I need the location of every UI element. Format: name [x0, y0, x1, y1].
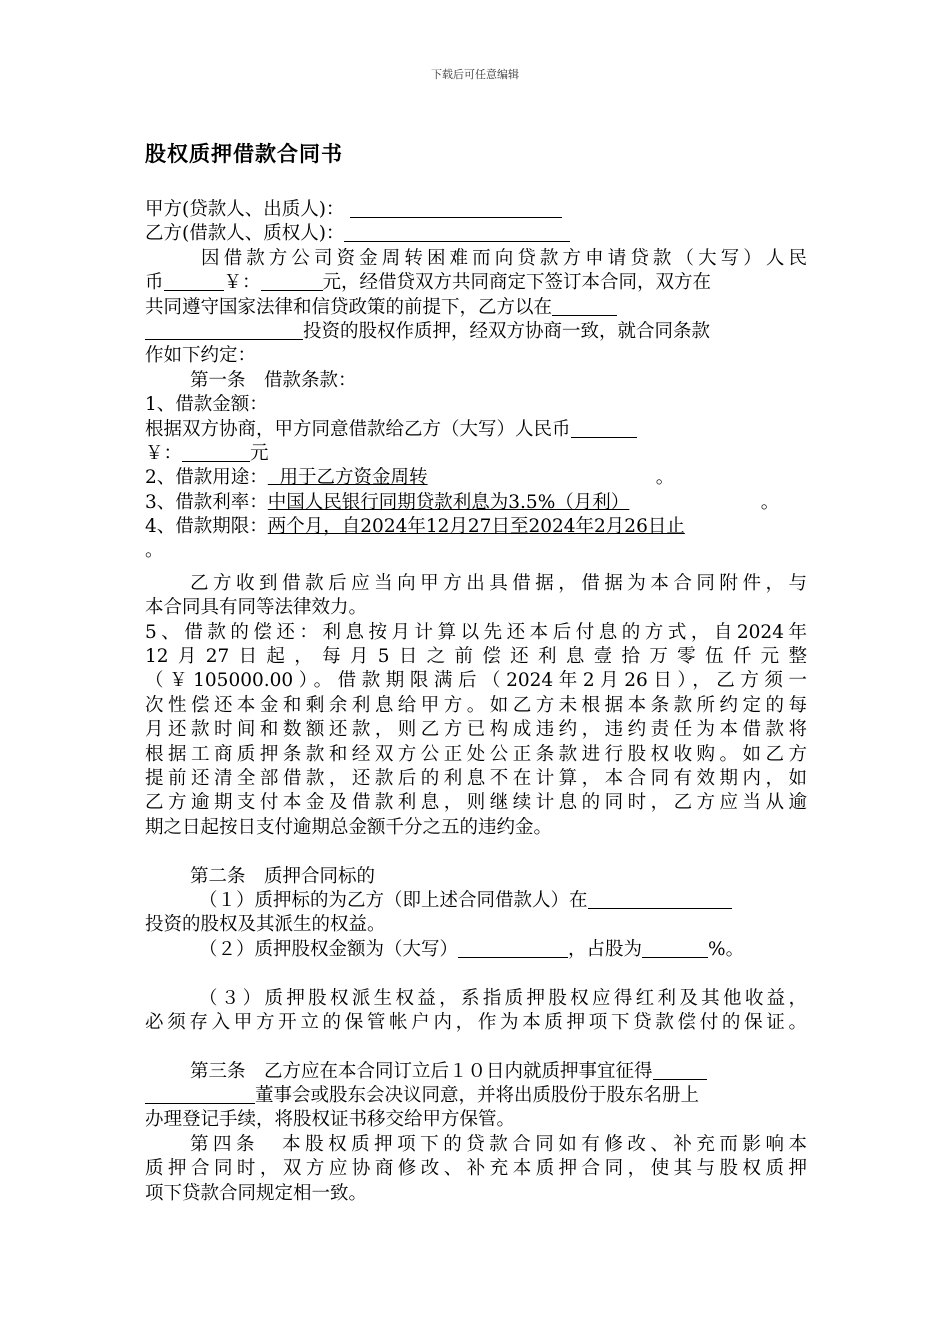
article-3-line-1	[145, 1060, 807, 1084]
header-note: 下载后可任意编辑	[431, 68, 519, 81]
text: 用于乙方资金周转	[279, 467, 428, 489]
repay-line-9: 期之日起按日支付逾期总金额千分之五的违约金。	[145, 816, 553, 838]
repay-line-7: 提前还清全部借款，还款后的利息不在计算，本合同有效期内，如	[145, 767, 807, 789]
blank	[145, 1084, 255, 1104]
text: 共同遵守国家法律和信贷政策的前提下，乙方以在	[145, 296, 553, 318]
blank	[653, 1060, 707, 1080]
intro-line-1: 因借款方公司资金周转困难而向贷款方申请贷款（大写）人民	[201, 247, 807, 269]
art2-item-2	[145, 938, 807, 962]
text: ，占股为	[568, 938, 643, 960]
article-1-heading: 第一条 借款条款：	[190, 369, 357, 391]
text: （２）质押股权金额为（大写）	[199, 938, 459, 960]
art2-item-1-line-1	[145, 889, 807, 913]
repay-line-6: 根据工商质押条款和经双方公正处公正条款进行股权收购。如乙方	[145, 743, 807, 765]
text: 元，经借贷双方共同商定下签订本合同，双方在	[322, 272, 712, 294]
intro-line-5: 作如下约定：	[145, 345, 257, 367]
party-a-line	[145, 198, 807, 222]
document-body	[145, 198, 807, 1206]
party-a-blank	[350, 198, 562, 218]
text: 根据双方协商，甲方同意借款给乙方（大写）人民币	[145, 418, 571, 440]
purpose-line	[145, 466, 807, 490]
party-b-label: 乙方(借款人、质权人)：	[145, 223, 345, 245]
blank	[458, 938, 568, 958]
repay-line-3: （￥105000.00）。借款期限满后（2024年2月26日），乙方须一	[145, 670, 807, 692]
blank	[571, 418, 637, 438]
party-b-blank	[344, 222, 570, 242]
document-title: 股权质押借款合同书	[145, 142, 343, 166]
loan-amount-label: 1、借款金额：	[145, 394, 268, 416]
spacer	[145, 840, 807, 864]
article-3-line-2	[145, 1084, 807, 1108]
blank	[588, 889, 732, 909]
term-line	[145, 515, 807, 539]
text: ￥：	[223, 272, 261, 294]
text: ￥：	[145, 442, 183, 464]
receipt-line-1: 乙方收到借款后应当向甲方出具借据，借据为本合同附件，与	[190, 572, 807, 594]
repay-line-2: 12月27日起，每月5日之前偿还利息壹拾万零伍仟元整	[145, 646, 807, 668]
text: 币	[145, 272, 164, 294]
article-4-line-3: 项下贷款合同规定相一致。	[145, 1182, 368, 1204]
blank	[145, 320, 303, 340]
text: 4、借款期限：	[145, 516, 268, 538]
text: 。	[760, 491, 780, 513]
spacer	[145, 962, 807, 986]
blank	[261, 271, 323, 291]
loan-amount-line	[145, 418, 807, 442]
text: 。	[655, 467, 675, 489]
rate-value	[268, 491, 761, 515]
spacer	[145, 1035, 807, 1059]
purpose-value	[268, 466, 656, 490]
intro-line-4	[145, 320, 807, 344]
blank	[552, 296, 617, 316]
article-3-line-3: 办理登记手续，将股权证书移交给甲方保管。	[145, 1109, 516, 1131]
repay-line-4: 次性偿还本金和剩余利息给甲方。如乙方未根据本条款所约定的每	[145, 694, 807, 716]
text: 投资的股权作质押，经双方协商一致，就合同条款	[303, 320, 711, 342]
party-b-line	[145, 222, 807, 246]
art2-item-3-line-2: 必须存入甲方开立的保管帐户内，作为本质押项下贷款偿付的保证。	[145, 1011, 807, 1033]
text: 元	[250, 442, 269, 464]
article-2-heading: 第二条 质押合同标的	[190, 865, 376, 887]
intro-line-3	[145, 296, 807, 320]
blank	[182, 442, 250, 462]
blank	[642, 938, 708, 958]
article-4-line-1: 第四条 本股权质押项下的贷款合同如有修改、补充而影响本	[190, 1133, 807, 1155]
text: 3、借款利率：	[145, 491, 268, 513]
repay-line-1: 5、借款的偿还：利息按月计算以先还本后付息的方式，自2024年	[145, 621, 807, 643]
article-4-line-2: 质押合同时，双方应协商修改、补充本质押合同，使其与股权质押	[145, 1158, 807, 1180]
art2-item-3-line-1: （３）质押股权派生权益，系指质押股权应得红利及其他收益，	[199, 987, 807, 1009]
text: 中国人民银行同期贷款利息为3.5%（月利）	[267, 491, 630, 513]
rate-line	[145, 491, 807, 515]
text: （１）质押标的为乙方（即上述合同借款人）在	[199, 889, 588, 911]
blank	[164, 271, 224, 291]
text: 董事会或股东会决议同意，并将出质股份于股东名册上	[255, 1085, 700, 1107]
yen-line	[145, 442, 807, 466]
term-value: 两个月，自2024年12月27日至2024年2月26日止	[267, 516, 685, 538]
art2-item-1-line-2: 投资的股权及其派生的权益。	[145, 914, 386, 936]
text: 第三条 乙方应在本合同订立后１０日内就质押事宜征得	[190, 1060, 653, 1082]
party-a-label: 甲方(贷款人、出质人)：	[145, 199, 345, 220]
text: %。	[708, 938, 745, 960]
receipt-line-2: 本合同具有同等法律效力。	[145, 597, 368, 619]
text: 2、借款用途：	[145, 467, 268, 489]
repay-line-8: 乙方逾期支付本金及借款利息，则继续计息的同时，乙方应当从逾	[145, 792, 807, 814]
repay-line-5: 月还款时间和数额还款，则乙方已构成违约，违约责任为本借款将	[145, 719, 807, 741]
intro-line-2	[145, 271, 807, 295]
term-end: 。	[145, 540, 164, 562]
